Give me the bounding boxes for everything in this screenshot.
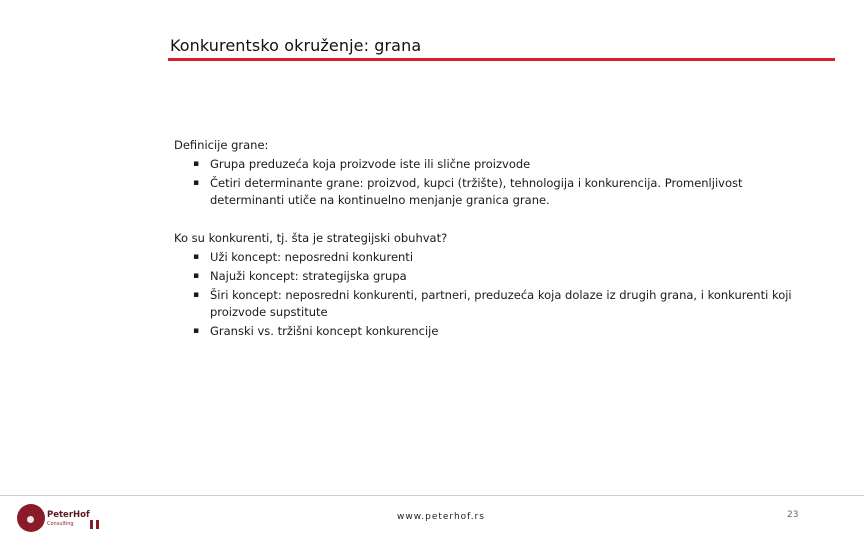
bullet-icon: ▪: [193, 326, 200, 336]
footer-divider: [0, 495, 864, 496]
slide-content: [174, 137, 814, 342]
competitors-section: [174, 230, 814, 340]
list-item: [174, 268, 814, 285]
website-link[interactable]: www.peterhof.rs: [397, 512, 485, 522]
logo-name: PeterHof: [47, 510, 90, 520]
definitions-section: [174, 137, 814, 209]
peterhof-logo: [14, 502, 124, 534]
bullet-icon: ▪: [193, 159, 200, 169]
list-item-text: Grupa preduzeća koja proizvode iste ili slične proizvode: [210, 157, 531, 171]
bullet-icon: ▪: [193, 252, 200, 262]
list-item-text: Širi koncept: neposredni konkurenti, partneri, preduzeća koja dolaze iz drugih grana, i konkurenti koji proizvode supstitute: [210, 288, 792, 319]
list-item-text: Uži koncept: neposredni konkurenti: [210, 250, 414, 264]
section-heading: Definicije grane:: [174, 138, 269, 152]
title-underline: [168, 58, 835, 61]
page-number: 23: [787, 510, 799, 520]
list-item-text: Najuži koncept: strategijska grupa: [210, 269, 407, 283]
slide-title: Konkurentsko okruženje: grana: [170, 36, 422, 55]
list-item: [174, 156, 814, 173]
list-item: [174, 249, 814, 266]
bullet-list: [174, 156, 814, 209]
list-item-text: Četiri determinante grane: proizvod, kupci (tržište), tehnologija i konkurencija. Promenljivost determinanti utiče na kontinuelno menjanje granica grane.: [210, 176, 743, 207]
list-item: [174, 287, 814, 321]
logo-bar-icon: [96, 520, 99, 529]
logo-bar-icon: [90, 520, 93, 529]
section-heading: Ko su konkurenti, tj. šta je strategijski obuhvat?: [174, 231, 448, 245]
logo-subtitle: Consulting: [47, 521, 74, 527]
bullet-list: [174, 249, 814, 340]
list-item: [174, 323, 814, 340]
bullet-icon: ▪: [193, 290, 200, 300]
list-item-text: Granski vs. tržišni koncept konkurencije: [210, 324, 439, 338]
bullet-icon: ▪: [193, 178, 200, 188]
logo-disc-icon: [17, 504, 45, 532]
list-item: [174, 175, 814, 209]
bullet-icon: ▪: [193, 271, 200, 281]
